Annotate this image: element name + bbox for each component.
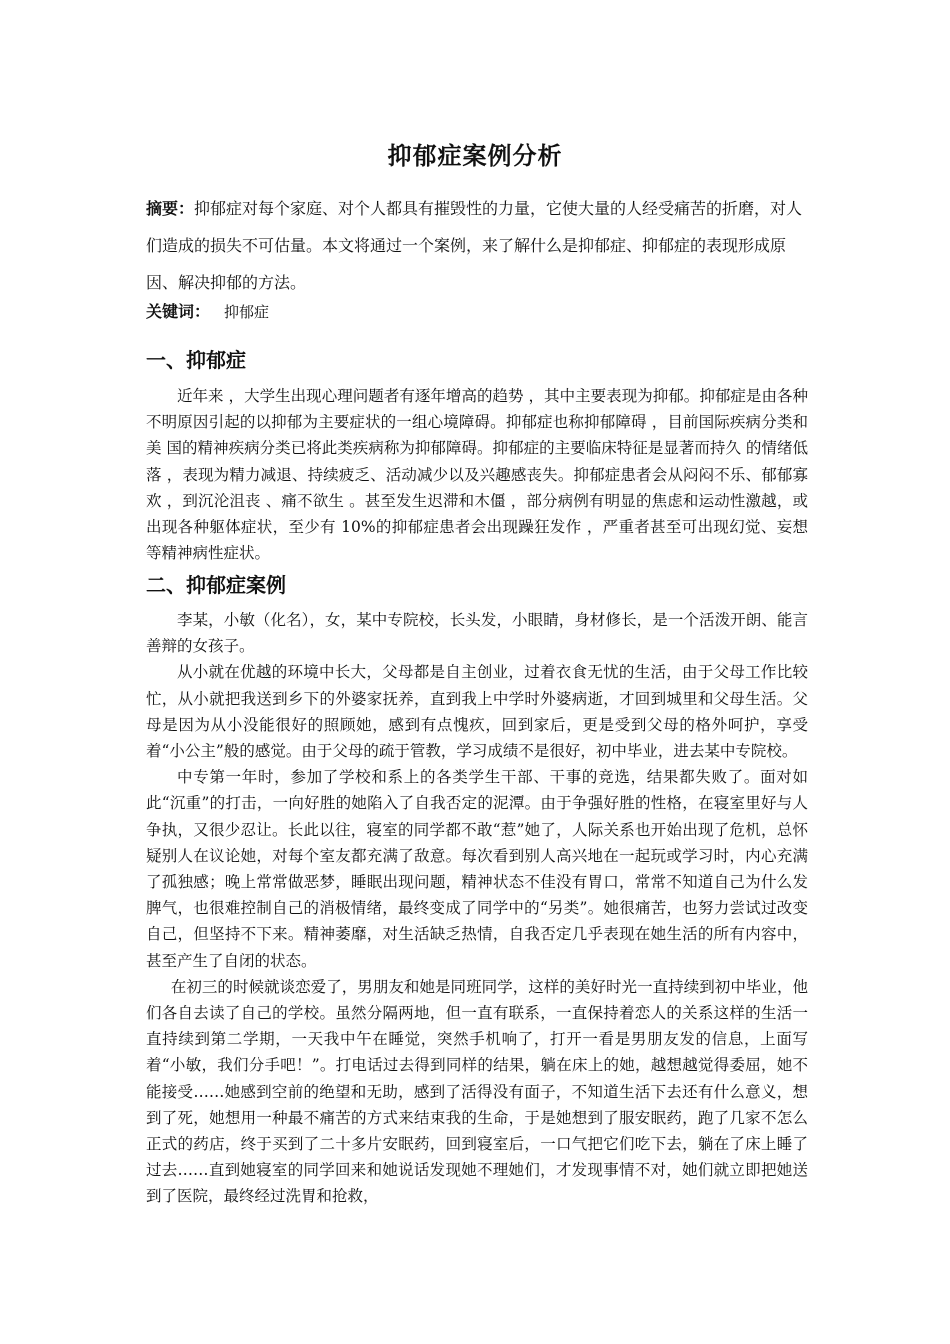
abstract <box>146 190 816 301</box>
keywords-label: 关键词： <box>146 302 211 321</box>
paragraph: 在初三的时候就谈恋爱了，男朋友和她是同班同学，这样的美好时光一直持续到初中毕业，他们各自去读了自己的学校。虽然分隔两地，但一直有联系，一直保持着恋人的关系这样的生活一直持续到第二学期，一天我中午在睡觉，突然手机响了，打开一看是男朋友发的信息，上面写着“小敏，我们分手吧！”。打电话过去得到同样的结果，躺在床上的她，越想越觉得委屈，她不能接受……她感到空前的绝望和无助，感到了活得没有面子，不知道生活下去还有什么意义，想到了死，她想用一种最不痛苦的方式来结束我的生命，于是她想到了服安眠药，跑了几家不怎么正式的药店，终于买到了二十多片安眠药，回到寝室后，一口气把它们吃下去，躺在了床上睡了过去……直到她寝室的同学回来和她说话发现她不理她们，才发现事情不对，她们就立即把她送到了医院，最终经过洗胃和抢救， <box>146 977 808 1206</box>
section-heading-depression: 一、抑郁症 <box>146 348 246 372</box>
section-heading-case: 二、抑郁症案例 <box>146 573 286 597</box>
section-body-depression <box>146 383 808 566</box>
section-body-case <box>146 607 808 1210</box>
page-title: 抑郁症案例分析 <box>387 142 563 170</box>
paragraph: 近年来 ，大学生出现心理问题者有逐年增高的趋势 ，其中主要表现为抑郁。抑郁症是由各种不明原因引起的以抑郁为主要症状的一组心境障碍。抑郁症也称抑郁障碍 ，目前国际疾病分类和美 国的精神疾病分类已将此类疾病称为抑郁障碍。抑郁症的主要临床特征是显著而持久 的情绪低落 ，表现为精力减退、持续疲乏、活动减少以及兴趣感丧失。抑郁症患者会从闷闷不乐、郁郁寡欢 ，到沉沦沮丧 、痛不欲生 。甚至发生迟滞和木僵 ，部分病例有明显的焦虑和运动性激越，或出现各种躯体症状，至少有 10%的抑郁症患者会出现躁狂发作 ，严重者甚至可出现幻觉、妄想等精神病性症状。 <box>146 387 808 563</box>
paragraph: 从小就在优越的环境中长大，父母都是自主创业，过着衣食无忧的生活，由于父母工作比较忙，从小就把我送到乡下的外婆家抚养，直到我上中学时外婆病逝，才回到城里和父母生活。父母是因为从小没能很好的照顾她，感到有点愧疚，回到家后，更是受到父母的格外呵护，享受着“小公主”般的感觉。由于父母的疏于管教，学习成绩不是很好，初中毕业，进去某中专院校。 <box>146 663 808 761</box>
paragraph: 李某，小敏（化名），女，某中专院校，长头发，小眼睛，身材修长，是一个活泼开朗、能言善辩的女孩子。 <box>146 611 808 656</box>
keywords-value: 抑郁症 <box>224 303 270 321</box>
paragraph: 中专第一年时，参加了学校和系上的各类学生干部、干事的竞选，结果都失败了。面对如此“沉重”的打击，一向好胜的她陷入了自我否定的泥潭。由于争强好胜的性格，在寝室里好与人争执，又很少忍让。长此以往，寝室的同学都不敢“惹”她了，人际关系也开始出现了危机，总怀疑别人在议论她，对每个室友都充满了敌意。每次看到别人高兴地在一起玩或学习时，内心充满了孤独感；晚上常常做恶梦，睡眠出现问题，精神状态不佳没有胃口，常常不知道自己为什么发脾气，也很难控制自己的消极情绪，最终变成了同学中的“另类”。她很痛苦，也努力尝试过改变自己，但坚持不下来。精神萎靡，对生活缺乏热情，自我否定几乎表现在她生活的所有内容中，甚至产生了自闭的状态。 <box>146 768 808 970</box>
abstract-label: 摘要： <box>146 199 195 218</box>
keywords <box>146 300 269 324</box>
abstract-text: 抑郁症对每个家庭、对个人都具有摧毁性的力量，它使大量的人经受痛苦的折磨，对人们造成的损失不可估量。本文将通过一个案例，来了解什么是抑郁症、抑郁症的表现形成原因、解决抑郁的方法。 <box>146 199 803 292</box>
